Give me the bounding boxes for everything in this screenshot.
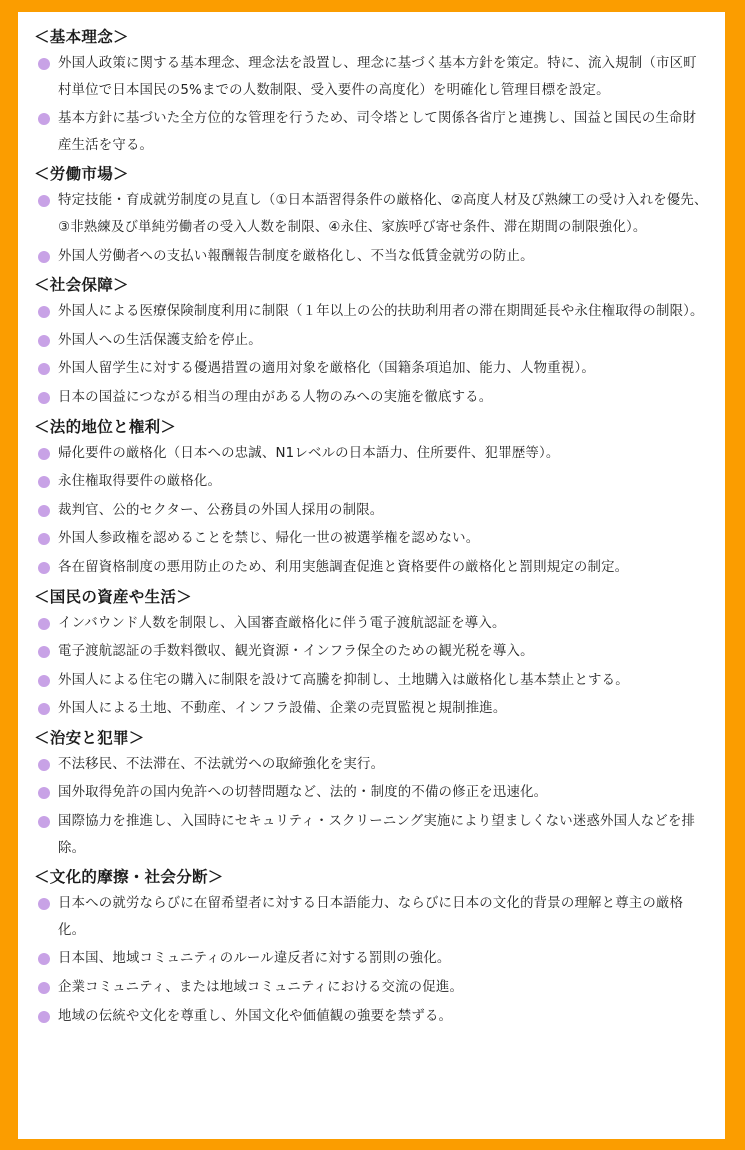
- list-item: [34, 946, 709, 973]
- policy-section: [34, 24, 709, 159]
- list-item-text: 不法移民、不法滞在、不法就労への取締強化を実行。: [58, 756, 385, 772]
- bullet-dot-icon: [38, 953, 50, 965]
- section-heading: ＜国民の資産や生活＞: [34, 587, 193, 606]
- list-item: [34, 752, 709, 779]
- section-heading: ＜基本理念＞: [34, 28, 129, 46]
- list-item: [34, 106, 709, 159]
- bullet-dot-icon: [38, 533, 50, 545]
- section-heading: ＜法的地位と権利＞: [34, 417, 177, 436]
- bullet-dot-icon: [38, 646, 50, 658]
- list-item-text: 外国人留学生に対する優遇措置の適用対象を厳格化（国籍条項追加、能力、人物重視）。: [58, 361, 595, 377]
- list-item-text: 企業コミュニティ、または地域コミュニティにおける交流の促進。: [58, 980, 464, 996]
- bullet-dot-icon: [38, 251, 50, 263]
- list-item-text: 国外取得免許の国内免許への切替問題など、法的・制度的不備の修正を迅速化。: [58, 785, 548, 801]
- list-item-text: 帰化要件の厳格化（日本への忠誠、N1レベルの日本語力、住所要件、犯罪歴等）。: [58, 445, 560, 461]
- list-item-text: 日本国、地域コミュニティのルール違反者に対する罰則の強化。: [58, 951, 451, 967]
- policy-document: [18, 12, 725, 1139]
- list-item: [34, 696, 709, 723]
- bullet-dot-icon: [38, 898, 50, 910]
- list-item: [34, 328, 709, 355]
- list-item: [34, 809, 709, 862]
- policy-section: [34, 864, 709, 1030]
- section-heading: ＜社会保障＞: [34, 276, 129, 295]
- bullet-dot-icon: [38, 759, 50, 771]
- list-item-text: 各在留資格制度の悪用防止のため、利用実態調査促進と資格要件の厳格化と罰則規定の制定。: [58, 559, 629, 575]
- list-item-text: 外国人政策に関する基本理念、理念法を設置し、理念に基づく基本方針を策定。特に、流入規制（市区町村単位で日本国民の5%までの人数制限、受入要件の高度化）を明確化し管理目標を設定。: [58, 56, 697, 98]
- bullet-dot-icon: [38, 363, 50, 375]
- list-item: [34, 975, 709, 1002]
- list-item-text: 外国人による住宅の購入に制限を設けて高騰を抑制し、土地購入は厳格化し基本禁止とする。: [58, 672, 629, 688]
- list-item-text: 国際協力を推進し、入国時にセキュリティ・スクリーニング実施により望ましくない迷惑外国人などを排除。: [58, 814, 696, 856]
- bullet-dot-icon: [38, 703, 50, 715]
- list-item-text: インバウンド人数を制限し、入国審査厳格化に伴う電子渡航認証を導入。: [58, 615, 506, 631]
- list-item-text: 外国人労働者への支払い報酬報告制度を厳格化し、不当な低賃金就労の防止。: [58, 248, 534, 264]
- list-item-text: 基本方針に基づいた全方位的な管理を行うため、司令塔として関係各省庁と連携し、国益と国民の生命財産生活を守る。: [58, 111, 697, 153]
- list-item-text: 外国人による土地、不動産、インフラ設備、企業の売買監視と規制推進。: [58, 701, 507, 717]
- list-item-text: 地域の伝統や文化を尊重し、外国文化や価値観の強要を禁ずる。: [58, 1008, 453, 1024]
- bullet-dot-icon: [38, 448, 50, 460]
- list-item: [34, 441, 709, 468]
- bullet-dot-icon: [38, 58, 50, 70]
- bullet-dot-icon: [38, 562, 50, 574]
- list-item: [34, 611, 709, 638]
- list-item-text: 永住権取得要件の厳格化。: [58, 474, 222, 490]
- section-heading: ＜文化的摩擦・社会分断＞: [34, 868, 224, 887]
- list-item-text: 特定技能・育成就労制度の見直し（①日本語習得条件の厳格化、②高度人材及び熟練工の受け入れを優先、③非熟練及び単純労働者の受入人数を制限、④永住、家族呼び寄せ条件、滞在期間の制限強化）。: [58, 193, 708, 235]
- policy-section: [34, 584, 709, 723]
- list-item-text: 裁判官、公的セクター、公務員の外国人採用の制限。: [58, 502, 384, 518]
- list-item: [34, 668, 709, 695]
- bullet-dot-icon: [38, 618, 50, 630]
- bullet-dot-icon: [38, 113, 50, 125]
- list-item-text: 外国人による医療保険制度利用に制限（１年以上の公的扶助利用者の滞在期間延長や永住権取得の制限）。: [58, 304, 704, 320]
- section-heading: ＜労働市場＞: [34, 165, 129, 184]
- list-item-text: 電子渡航認証の手数料徴収、観光資源・インフラ保全のための観光税を導入。: [58, 644, 534, 660]
- policy-section: [34, 272, 709, 411]
- bullet-dot-icon: [38, 505, 50, 517]
- list-item-text: 日本の国益につながる相当の理由がある人物のみへの実施を徹底する。: [58, 389, 493, 405]
- section-heading: ＜治安と犯罪＞: [34, 728, 145, 747]
- policy-section: [34, 161, 709, 270]
- list-item-text: 日本への就労ならびに在留希望者に対する日本語能力、ならびに日本の文化的背景の理解と尊主の厳格化。: [58, 896, 684, 938]
- list-item: [34, 1004, 709, 1031]
- policy-content: [34, 24, 709, 1030]
- bullet-dot-icon: [38, 476, 50, 488]
- list-item: [34, 639, 709, 666]
- list-item-text: 外国人参政権を認めることを禁じ、帰化一世の被選挙権を認めない。: [58, 531, 480, 547]
- bullet-dot-icon: [38, 787, 50, 799]
- bullet-dot-icon: [38, 306, 50, 318]
- list-item: [34, 244, 709, 271]
- list-item-text: 外国人への生活保護支給を停止。: [58, 332, 262, 348]
- list-item: [34, 299, 709, 326]
- bullet-dot-icon: [38, 335, 50, 347]
- policy-section: [34, 725, 709, 862]
- bullet-dot-icon: [38, 195, 50, 207]
- bullet-dot-icon: [38, 816, 50, 828]
- bullet-dot-icon: [38, 982, 50, 994]
- list-item: [34, 385, 709, 412]
- bullet-dot-icon: [38, 392, 50, 404]
- policy-section: [34, 414, 709, 582]
- list-item: [34, 188, 709, 241]
- list-item: [34, 356, 709, 383]
- bullet-dot-icon: [38, 675, 50, 687]
- list-item: [34, 469, 709, 496]
- list-item: [34, 498, 709, 525]
- list-item: [34, 526, 709, 553]
- list-item: [34, 891, 709, 944]
- list-item: [34, 51, 709, 104]
- list-item: [34, 780, 709, 807]
- list-item: [34, 555, 709, 582]
- bullet-dot-icon: [38, 1011, 50, 1023]
